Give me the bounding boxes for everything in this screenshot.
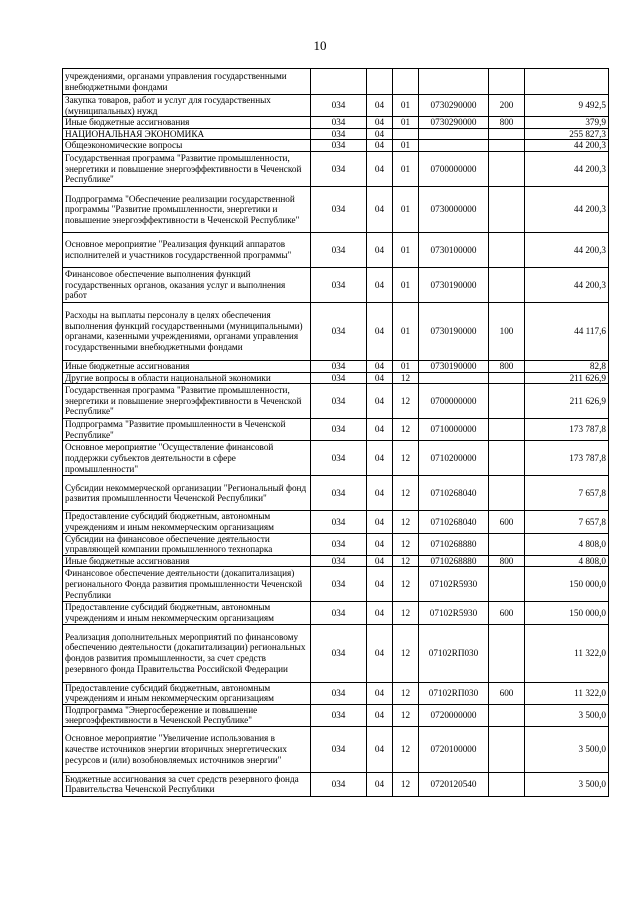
row-name-cell: Предоставление субсидий бюджетным, автономным учреждениям и иным некоммерческим организациям (63, 602, 311, 624)
row-section-cell: 04 (367, 140, 393, 152)
page-number: 10 (313, 38, 327, 53)
row-expense-type-cell (489, 441, 525, 476)
table-row (63, 186, 609, 232)
table-row (63, 555, 609, 567)
row-target-article-cell: 0730100000 (419, 232, 489, 267)
row-section-cell: 04 (367, 624, 393, 682)
row-code-cell: 034 (311, 151, 367, 186)
row-expense-type-cell (489, 267, 525, 302)
table-row (63, 567, 609, 602)
row-expense-type-cell: 600 (489, 511, 525, 533)
row-amount-cell: 44 200,3 (525, 267, 609, 302)
row-section-cell: 04 (367, 772, 393, 796)
row-subsection-cell (393, 69, 419, 95)
row-section-cell: 04 (367, 372, 393, 384)
row-expense-type-cell (489, 69, 525, 95)
table-row (63, 372, 609, 384)
row-target-article-cell: 0700000000 (419, 151, 489, 186)
row-name-cell: Предоставление субсидий бюджетным, автономным учреждениям и иным некоммерческим организациям (63, 511, 311, 533)
table-row (63, 704, 609, 726)
row-name-cell: Иные бюджетные ассигнования (63, 117, 311, 129)
row-section-cell: 04 (367, 511, 393, 533)
table-row (63, 151, 609, 186)
row-name-cell: Подпрограмма "Обеспечение реализации государственной программы "Развитие промышленности, энергетики и повышение энергоэффективности в Чеченской Республике" (63, 186, 311, 232)
row-code-cell: 034 (311, 624, 367, 682)
row-code-cell: 034 (311, 360, 367, 372)
row-name-cell: Субсидии некоммерческой организации "Региональный фонд развития промышленности Чеченской Республики" (63, 476, 311, 511)
row-amount-cell: 173 787,8 (525, 419, 609, 441)
row-subsection-cell (393, 128, 419, 140)
row-expense-type-cell (489, 624, 525, 682)
row-section-cell (367, 69, 393, 95)
row-expense-type-cell (489, 476, 525, 511)
row-section-cell: 04 (367, 232, 393, 267)
row-section-cell: 04 (367, 151, 393, 186)
row-section-cell: 04 (367, 419, 393, 441)
row-target-article-cell: 0730290000 (419, 95, 489, 117)
row-section-cell: 04 (367, 302, 393, 360)
row-code-cell: 034 (311, 372, 367, 384)
row-target-article-cell: 0710268880 (419, 533, 489, 555)
table-row (63, 419, 609, 441)
row-amount-cell: 44 200,3 (525, 140, 609, 152)
row-subsection-cell: 12 (393, 567, 419, 602)
table-row (63, 128, 609, 140)
row-amount-cell: 7 657,8 (525, 476, 609, 511)
row-subsection-cell: 12 (393, 419, 419, 441)
row-name-cell: учреждениями, органами управления государственными внебюджетными фондами (63, 69, 311, 95)
row-name-cell: Бюджетные ассигнования за счет средств резервного фонда Правительства Чеченской Республики (63, 772, 311, 796)
row-subsection-cell: 01 (393, 360, 419, 372)
row-expense-type-cell (489, 533, 525, 555)
row-expense-type-cell: 200 (489, 95, 525, 117)
row-expense-type-cell: 800 (489, 360, 525, 372)
row-target-article-cell: 07102R5930 (419, 602, 489, 624)
row-code-cell: 034 (311, 95, 367, 117)
row-expense-type-cell: 800 (489, 117, 525, 129)
row-target-article-cell (419, 128, 489, 140)
row-code-cell: 034 (311, 567, 367, 602)
row-expense-type-cell (489, 151, 525, 186)
row-amount-cell: 44 200,3 (525, 151, 609, 186)
row-target-article-cell: 07102RП030 (419, 682, 489, 704)
row-target-article-cell (419, 140, 489, 152)
budget-table (62, 68, 609, 797)
row-target-article-cell: 0710268880 (419, 555, 489, 567)
row-section-cell: 04 (367, 360, 393, 372)
row-section-cell: 04 (367, 384, 393, 419)
row-code-cell: 034 (311, 267, 367, 302)
row-code-cell: 034 (311, 682, 367, 704)
row-subsection-cell: 12 (393, 476, 419, 511)
row-target-article-cell: 0730190000 (419, 302, 489, 360)
row-code-cell: 034 (311, 476, 367, 511)
table-row (63, 302, 609, 360)
row-code-cell: 034 (311, 726, 367, 772)
row-subsection-cell: 01 (393, 117, 419, 129)
row-code-cell: 034 (311, 384, 367, 419)
row-name-cell: Основное мероприятие "Увеличение использования в качестве источников энергии вторичных энергетических ресурсов и (или) возобновляемых источников энергии" (63, 726, 311, 772)
row-name-cell: Финансовое обеспечение выполнения функций государственных органов, оказания услуг и выполнения работ (63, 267, 311, 302)
row-name-cell: Основное мероприятие "Реализация функций аппаратов исполнителей и участников государственной программы" (63, 232, 311, 267)
row-subsection-cell: 01 (393, 267, 419, 302)
row-target-article-cell: 0730190000 (419, 360, 489, 372)
table-row (63, 267, 609, 302)
row-target-article-cell: 07102RП030 (419, 624, 489, 682)
row-name-cell: Субсидии на финансовое обеспечение деятельности управляющей компании промышленного технопарка (63, 533, 311, 555)
row-amount-cell (525, 69, 609, 95)
row-subsection-cell: 01 (393, 232, 419, 267)
row-code-cell: 034 (311, 704, 367, 726)
row-name-cell: Финансовое обеспечение деятельности (докапитализация) регионального Фонда развития промышленности Чеченской Республики (63, 567, 311, 602)
row-expense-type-cell (489, 186, 525, 232)
row-expense-type-cell (489, 772, 525, 796)
row-code-cell: 034 (311, 533, 367, 555)
table-row (63, 602, 609, 624)
row-amount-cell: 9 492,5 (525, 95, 609, 117)
row-expense-type-cell (489, 384, 525, 419)
row-code-cell: 034 (311, 555, 367, 567)
row-code-cell: 034 (311, 511, 367, 533)
row-target-article-cell: 0730290000 (419, 117, 489, 129)
row-section-cell: 04 (367, 555, 393, 567)
row-name-cell: Иные бюджетные ассигнования (63, 555, 311, 567)
row-subsection-cell: 01 (393, 151, 419, 186)
row-section-cell: 04 (367, 95, 393, 117)
row-amount-cell: 379,9 (525, 117, 609, 129)
row-name-cell: Закупка товаров, работ и услуг для государственных (муниципальных) нужд (63, 95, 311, 117)
row-code-cell: 034 (311, 140, 367, 152)
row-amount-cell: 7 657,8 (525, 511, 609, 533)
table-row (63, 232, 609, 267)
row-target-article-cell: 0710200000 (419, 441, 489, 476)
row-section-cell: 04 (367, 476, 393, 511)
table-row (63, 726, 609, 772)
row-section-cell: 04 (367, 267, 393, 302)
row-subsection-cell: 12 (393, 704, 419, 726)
table-row (63, 511, 609, 533)
row-section-cell: 04 (367, 602, 393, 624)
row-code-cell: 034 (311, 232, 367, 267)
row-expense-type-cell (489, 140, 525, 152)
table-row (63, 69, 609, 95)
table-row (63, 95, 609, 117)
row-target-article-cell (419, 372, 489, 384)
row-amount-cell: 173 787,8 (525, 441, 609, 476)
row-target-article-cell: 07102R5930 (419, 567, 489, 602)
row-name-cell: Подпрограмма "Энергосбережение и повышение энергоэффективности в Чеченской Республике" (63, 704, 311, 726)
row-target-article-cell: 0720120540 (419, 772, 489, 796)
row-expense-type-cell (489, 372, 525, 384)
row-subsection-cell: 12 (393, 682, 419, 704)
row-code-cell: 034 (311, 419, 367, 441)
row-name-cell: Иные бюджетные ассигнования (63, 360, 311, 372)
row-section-cell: 04 (367, 682, 393, 704)
table-row (63, 624, 609, 682)
table-row (63, 140, 609, 152)
row-subsection-cell: 01 (393, 186, 419, 232)
row-name-cell: Государственная программа "Развитие промышленности, энергетики и повышение энергоэффективности в Чеченской Республике" (63, 384, 311, 419)
budget-table-body (63, 69, 609, 797)
row-expense-type-cell: 100 (489, 302, 525, 360)
table-row (63, 476, 609, 511)
row-subsection-cell: 01 (393, 140, 419, 152)
row-expense-type-cell (489, 726, 525, 772)
row-code-cell: 034 (311, 441, 367, 476)
row-amount-cell: 44 117,6 (525, 302, 609, 360)
row-section-cell: 04 (367, 186, 393, 232)
row-target-article-cell: 0710000000 (419, 419, 489, 441)
row-expense-type-cell (489, 232, 525, 267)
row-expense-type-cell: 600 (489, 682, 525, 704)
row-section-cell: 04 (367, 567, 393, 602)
row-subsection-cell: 12 (393, 726, 419, 772)
row-name-cell: Предоставление субсидий бюджетным, автономным учреждениям и иным некоммерческим организациям (63, 682, 311, 704)
table-row (63, 360, 609, 372)
row-code-cell: 034 (311, 602, 367, 624)
row-target-article-cell: 0730000000 (419, 186, 489, 232)
row-amount-cell: 3 500,0 (525, 726, 609, 772)
row-subsection-cell: 12 (393, 772, 419, 796)
row-amount-cell: 11 322,0 (525, 624, 609, 682)
row-amount-cell: 211 626,9 (525, 372, 609, 384)
row-amount-cell: 44 200,3 (525, 186, 609, 232)
row-expense-type-cell (489, 419, 525, 441)
row-name-cell: Государственная программа "Развитие промышленности, энергетики и повышение энергоэффективности в Чеченской Республике" (63, 151, 311, 186)
row-name-cell: Реализация дополнительных мероприятий по финансовому обеспечению деятельности (докапитализации) региональных фондов развития промышленности, за счет средств резервного фонда Правительства Российской Федерации (63, 624, 311, 682)
row-expense-type-cell (489, 704, 525, 726)
table-row (63, 441, 609, 476)
row-expense-type-cell (489, 128, 525, 140)
row-amount-cell: 4 808,0 (525, 555, 609, 567)
row-subsection-cell: 12 (393, 384, 419, 419)
row-section-cell: 04 (367, 704, 393, 726)
row-name-cell: Основное мероприятие "Осуществление финансовой поддержки субъектов деятельности в сфере промышленности" (63, 441, 311, 476)
row-amount-cell: 255 827,3 (525, 128, 609, 140)
row-section-cell: 04 (367, 441, 393, 476)
row-subsection-cell: 12 (393, 511, 419, 533)
row-name-cell: НАЦИОНАЛЬНАЯ ЭКОНОМИКА (63, 128, 311, 140)
row-section-cell: 04 (367, 128, 393, 140)
row-name-cell: Другие вопросы в области национальной экономики (63, 372, 311, 384)
row-amount-cell: 4 808,0 (525, 533, 609, 555)
table-row (63, 384, 609, 419)
row-subsection-cell: 12 (393, 533, 419, 555)
row-code-cell: 034 (311, 186, 367, 232)
row-target-article-cell: 0720100000 (419, 726, 489, 772)
row-subsection-cell: 12 (393, 624, 419, 682)
table-row (63, 117, 609, 129)
row-amount-cell: 150 000,0 (525, 602, 609, 624)
row-amount-cell: 150 000,0 (525, 567, 609, 602)
row-name-cell: Подпрограмма "Развитие промышленности в Чеченской Республике" (63, 419, 311, 441)
table-row (63, 682, 609, 704)
row-amount-cell: 44 200,3 (525, 232, 609, 267)
row-target-article-cell: 0720000000 (419, 704, 489, 726)
row-subsection-cell: 12 (393, 372, 419, 384)
row-name-cell: Расходы на выплаты персоналу в целях обеспечения выполнения функций государственными (муниципальными) органами, казенными учреждениями, органами управления государственными внебюджетными фондами (63, 302, 311, 360)
row-amount-cell: 211 626,9 (525, 384, 609, 419)
row-name-cell: Общеэкономические вопросы (63, 140, 311, 152)
table-row (63, 533, 609, 555)
table-row (63, 772, 609, 796)
row-target-article-cell: 0710268040 (419, 476, 489, 511)
row-target-article-cell (419, 69, 489, 95)
row-subsection-cell: 01 (393, 302, 419, 360)
row-subsection-cell: 12 (393, 555, 419, 567)
row-section-cell: 04 (367, 117, 393, 129)
row-subsection-cell: 12 (393, 441, 419, 476)
row-target-article-cell: 0710268040 (419, 511, 489, 533)
row-expense-type-cell (489, 567, 525, 602)
row-section-cell: 04 (367, 533, 393, 555)
row-target-article-cell: 0730190000 (419, 267, 489, 302)
row-code-cell (311, 69, 367, 95)
row-amount-cell: 82,8 (525, 360, 609, 372)
row-code-cell: 034 (311, 128, 367, 140)
row-code-cell: 034 (311, 772, 367, 796)
row-expense-type-cell: 600 (489, 602, 525, 624)
row-subsection-cell: 12 (393, 602, 419, 624)
row-amount-cell: 3 500,0 (525, 704, 609, 726)
row-code-cell: 034 (311, 302, 367, 360)
row-section-cell: 04 (367, 726, 393, 772)
row-subsection-cell: 01 (393, 95, 419, 117)
row-amount-cell: 3 500,0 (525, 772, 609, 796)
row-target-article-cell: 0700000000 (419, 384, 489, 419)
row-code-cell: 034 (311, 117, 367, 129)
row-amount-cell: 11 322,0 (525, 682, 609, 704)
row-expense-type-cell: 800 (489, 555, 525, 567)
